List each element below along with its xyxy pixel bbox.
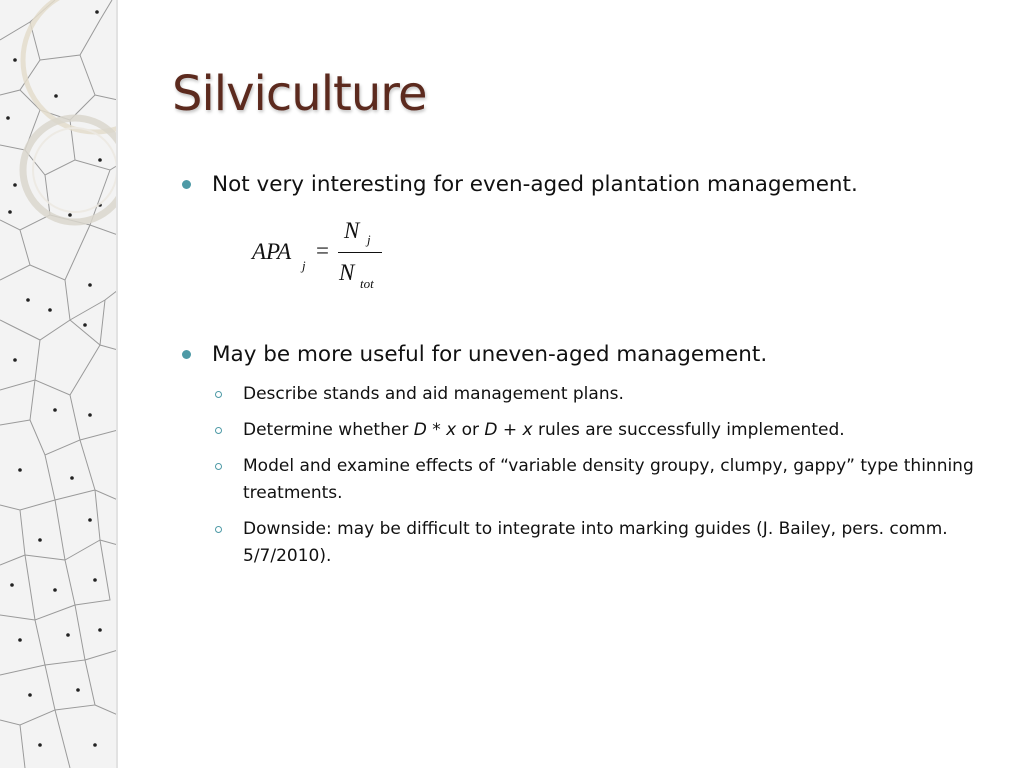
sub-bullet-ring-icon bbox=[215, 391, 222, 398]
voronoi-pattern-icon bbox=[0, 0, 118, 768]
variable-d: D bbox=[484, 420, 498, 440]
fraction-bar bbox=[338, 252, 382, 253]
slide-title: Silviculture bbox=[172, 66, 427, 122]
sub-bullet-text bbox=[243, 417, 1004, 444]
formula-denominator: N bbox=[339, 260, 355, 285]
bullet-text: Not very interesting for even-aged plantation management. bbox=[212, 172, 858, 197]
sub-bullet-text-segment: rules are successfully implemented. bbox=[532, 420, 845, 440]
sub-bullet-ring-icon bbox=[215, 463, 222, 470]
bullet-dot-icon bbox=[182, 350, 191, 359]
sub-bullet-text: Describe stands and aid management plans. bbox=[243, 384, 624, 404]
formula-lhs: APA bbox=[252, 239, 292, 264]
variable-x: x bbox=[522, 420, 533, 440]
sub-bullet-item bbox=[214, 417, 1004, 444]
sub-bullet-text-segment: Determine whether bbox=[243, 420, 414, 440]
formula-denominator-subscript: tot bbox=[360, 276, 374, 291]
formula-numerator-subscript: j bbox=[367, 232, 371, 247]
voronoi-decoration bbox=[0, 0, 118, 768]
sub-bullet-ring-icon bbox=[215, 427, 222, 434]
operator-multiply: * bbox=[426, 420, 447, 440]
variable-x: x bbox=[446, 420, 457, 440]
formula-equals: = bbox=[316, 238, 329, 263]
sub-bullet-item bbox=[214, 381, 1004, 408]
formula-lhs-subscript: j bbox=[302, 258, 306, 273]
sub-bullet-item bbox=[214, 516, 1004, 570]
apa-formula bbox=[250, 212, 410, 302]
sub-bullet-item bbox=[214, 453, 1004, 507]
formula-numerator: N bbox=[344, 218, 360, 243]
sub-bullet-text: Model and examine effects of “variable density groupy, clumpy, gappy” type thinning treatments. bbox=[243, 456, 974, 503]
sub-bullet-text: Downside: may be difficult to integrate into marking guides (J. Bailey, pers. comm. 5/7/2010). bbox=[243, 519, 948, 566]
bullet-text: May be more useful for uneven-aged management. bbox=[212, 342, 768, 367]
operator-plus: + bbox=[497, 420, 523, 440]
sub-bullet-ring-icon bbox=[215, 526, 222, 533]
bullet-dot-icon bbox=[182, 180, 191, 189]
variable-d: D bbox=[413, 420, 427, 440]
sub-bullet-text-segment: or bbox=[456, 420, 485, 440]
